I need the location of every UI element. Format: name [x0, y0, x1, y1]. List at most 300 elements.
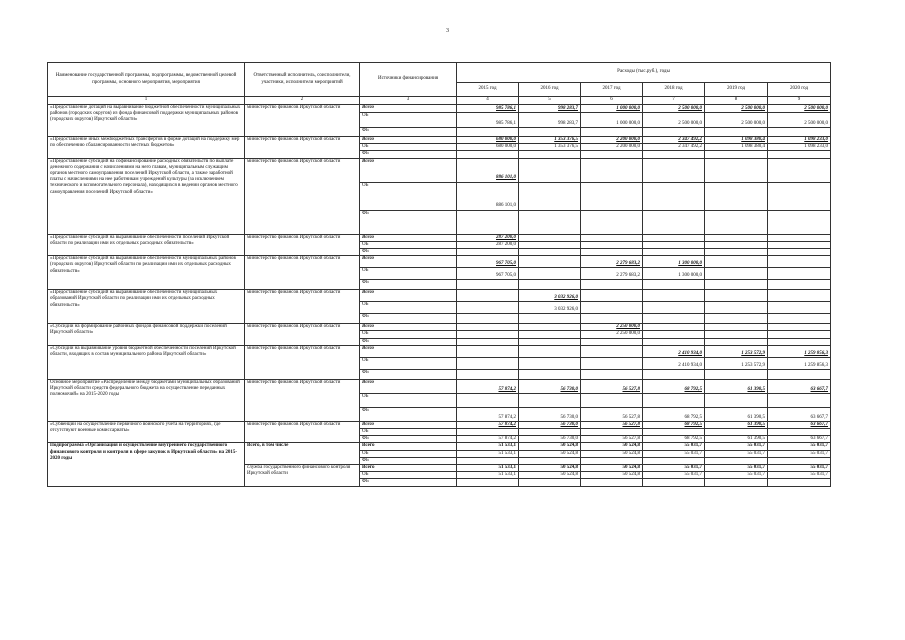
- value-cell: 1 353 376,5: [519, 144, 581, 151]
- source-cell: ФБ: [360, 280, 457, 290]
- value-cell: [768, 302, 831, 314]
- value-cell: [643, 151, 705, 158]
- program-name-cell: «Субвенции на осуществление первичного воинского учета на территориях, где отсутствуют военные комиссариаты»: [48, 421, 245, 443]
- value-cell: [581, 210, 643, 234]
- source-cell: ОБ: [360, 182, 457, 210]
- source-cell: Всего: [360, 158, 457, 182]
- value-cell: 56 527,8: [581, 436, 643, 443]
- value-cell: [705, 210, 768, 234]
- source-cell: Всего: [360, 324, 457, 331]
- value-cell: [643, 314, 705, 324]
- executor-cell: министерство финансов Иркутской области: [245, 345, 360, 379]
- value-cell: [457, 393, 519, 407]
- value-cell: 967 705,0: [457, 268, 519, 280]
- value-cell: [519, 457, 581, 464]
- value-cell: [643, 369, 705, 379]
- value-cell: 50 524,8: [581, 472, 643, 479]
- value-cell: [643, 158, 705, 182]
- source-cell: ФБ: [360, 436, 457, 443]
- value-cell: 2 279 683,2: [581, 256, 643, 268]
- source-cell: ОБ: [360, 268, 457, 280]
- value-cell: 2 500 000,0: [705, 113, 768, 128]
- value-cell: [705, 479, 768, 486]
- value-cell: [643, 249, 705, 256]
- value-cell: [643, 429, 705, 436]
- value-cell: [519, 314, 581, 324]
- source-cell: ФБ: [360, 457, 457, 464]
- value-cell: 56 730,0: [519, 421, 581, 428]
- executor-cell: служба государственного финансового контроля Иркутской области: [245, 465, 360, 487]
- header-source: Источники финансирования: [360, 63, 457, 97]
- value-cell: [705, 429, 768, 436]
- value-cell: 57 874,2: [457, 421, 519, 428]
- value-cell: 2 500 000,0: [643, 105, 705, 113]
- program-name-cell: Основное мероприятие «Распределение между бюджетами муниципальных образований Иркутской области средств федерального бюджета на осуществление переданных полномочий» на 2015-2020 годы: [48, 379, 245, 421]
- value-cell: 998 283,7: [519, 113, 581, 128]
- value-cell: [643, 241, 705, 248]
- value-cell: [705, 290, 768, 302]
- value-cell: 55 031,7: [705, 472, 768, 479]
- value-cell: 985 786,1: [457, 113, 519, 128]
- value-cell: 57 874,2: [457, 407, 519, 421]
- value-cell: [768, 324, 831, 331]
- value-cell: [457, 314, 519, 324]
- source-cell: ОБ: [360, 241, 457, 248]
- source-cell: Всего: [360, 137, 457, 144]
- value-cell: [519, 256, 581, 268]
- value-cell: [768, 151, 831, 158]
- value-cell: [581, 457, 643, 464]
- value-cell: 55 031,7: [643, 450, 705, 457]
- value-cell: 2 279 683,2: [581, 268, 643, 280]
- value-cell: [705, 280, 768, 290]
- value-cell: [519, 393, 581, 407]
- program-name-cell: «Субсидии на формирование районных фондов финансовой поддержки поселений Иркутской области»: [48, 324, 245, 346]
- column-number: 4: [457, 97, 519, 105]
- program-name-cell: «Субсидии на выравнивание уровня бюджетной обеспеченности поселений Иркутской области, входящих в состав муниципального района Иркутской области»: [48, 345, 245, 379]
- value-cell: [768, 290, 831, 302]
- source-cell: Всего: [360, 345, 457, 357]
- value-cell: [768, 128, 831, 137]
- value-cell: [768, 369, 831, 379]
- executor-cell: министерство финансов Иркутской области: [245, 379, 360, 421]
- executor-cell: министерство финансов Иркутской области: [245, 290, 360, 324]
- value-cell: [581, 302, 643, 314]
- header-year: 2020 год: [768, 83, 831, 97]
- value-cell: [768, 210, 831, 234]
- program-name-cell: «Предоставление субсидий на выравнивание обеспеченности муниципальных образований Иркутской области по реализации ими их отдельных расходных обязательств»: [48, 290, 245, 324]
- value-cell: 1 259 856,3: [768, 345, 831, 357]
- value-cell: [581, 290, 643, 302]
- value-cell: 998 283,7: [519, 105, 581, 113]
- source-cell: Всего: [360, 256, 457, 268]
- value-cell: [643, 280, 705, 290]
- value-cell: 57 874,2: [457, 436, 519, 443]
- value-cell: 1 259 856,3: [768, 357, 831, 369]
- table-row: [48, 443, 831, 450]
- value-cell: [581, 479, 643, 486]
- column-number: 2: [245, 97, 360, 105]
- source-cell: Всего: [360, 443, 457, 450]
- value-cell: [457, 479, 519, 486]
- value-cell: 55 031,7: [643, 465, 705, 472]
- source-cell: ФБ: [360, 369, 457, 379]
- value-cell: [643, 331, 705, 338]
- value-cell: [768, 241, 831, 248]
- value-cell: [768, 479, 831, 486]
- value-cell: 50 524,8: [519, 450, 581, 457]
- value-cell: [519, 479, 581, 486]
- value-cell: [457, 324, 519, 331]
- value-cell: [705, 249, 768, 256]
- value-cell: 68 792,5: [643, 379, 705, 393]
- value-cell: 57 874,2: [457, 379, 519, 393]
- value-cell: [643, 324, 705, 331]
- value-cell: 50 524,8: [519, 472, 581, 479]
- table-body: [48, 105, 831, 487]
- value-cell: [768, 234, 831, 241]
- table-row: [48, 345, 831, 357]
- executor-cell: министерство финансов Иркутской области: [245, 137, 360, 159]
- value-cell: [705, 158, 768, 182]
- value-cell: 63 667,7: [768, 379, 831, 393]
- program-name-cell: Подпрограмма «Организация и осуществление внутреннего государственного финансового контроля и контроля в сфере закупок в Иркутской области» на 2015-2020 годы: [48, 443, 245, 486]
- value-cell: [643, 234, 705, 241]
- value-cell: 3 032 926,0: [519, 290, 581, 302]
- value-cell: [643, 182, 705, 210]
- header-costs: Расходы (тыс.руб.), годы: [457, 63, 831, 83]
- value-cell: [519, 128, 581, 137]
- value-cell: [705, 393, 768, 407]
- value-cell: [705, 324, 768, 331]
- value-cell: 1 098 380,4: [705, 144, 768, 151]
- value-cell: [643, 290, 705, 302]
- value-cell: 50 524,8: [581, 443, 643, 450]
- value-cell: [457, 128, 519, 137]
- value-cell: [643, 393, 705, 407]
- value-cell: 61 390,5: [705, 436, 768, 443]
- value-cell: 56 527,8: [581, 407, 643, 421]
- value-cell: [457, 457, 519, 464]
- source-cell: Всего: [360, 234, 457, 241]
- source-cell: ОБ: [360, 113, 457, 128]
- value-cell: 56 730,0: [519, 407, 581, 421]
- column-number: 7: [643, 97, 705, 105]
- value-cell: [581, 158, 643, 182]
- value-cell: [457, 369, 519, 379]
- source-cell: ОБ: [360, 357, 457, 369]
- header-year: 2018 год: [643, 83, 705, 97]
- value-cell: [768, 457, 831, 464]
- value-cell: [519, 357, 581, 369]
- header-year: 2019 год: [705, 83, 768, 97]
- value-cell: [581, 249, 643, 256]
- value-cell: [768, 331, 831, 338]
- value-cell: 1 098 233,0: [768, 144, 831, 151]
- value-cell: [581, 429, 643, 436]
- value-cell: [643, 210, 705, 234]
- value-cell: [519, 324, 581, 331]
- value-cell: [643, 479, 705, 486]
- value-cell: 50 524,8: [519, 465, 581, 472]
- value-cell: [519, 429, 581, 436]
- source-cell: Всего: [360, 105, 457, 113]
- value-cell: 68 792,5: [643, 436, 705, 443]
- value-cell: [768, 158, 831, 182]
- value-cell: [581, 234, 643, 241]
- source-cell: ОБ: [360, 302, 457, 314]
- header-year: 2016 год: [519, 83, 581, 97]
- value-cell: [643, 338, 705, 345]
- table-row: [48, 290, 831, 302]
- value-cell: [581, 357, 643, 369]
- executor-cell: Всего, в том числе: [245, 443, 360, 465]
- value-cell: [643, 302, 705, 314]
- value-cell: 886 101,0: [457, 182, 519, 210]
- value-cell: 2 347 492,2: [643, 144, 705, 151]
- value-cell: 56 730,0: [519, 379, 581, 393]
- value-cell: [705, 128, 768, 137]
- value-cell: [519, 280, 581, 290]
- executor-cell: министерство финансов Иркутской области: [245, 421, 360, 443]
- executor-cell: министерство финансов Иркутской области: [245, 234, 360, 256]
- source-cell: ОБ: [360, 450, 457, 457]
- value-cell: 2 347 492,2: [643, 137, 705, 144]
- executor-cell: министерство финансов Иркутской области: [245, 256, 360, 290]
- value-cell: [768, 338, 831, 345]
- value-cell: 50 524,8: [581, 465, 643, 472]
- value-cell: 55 031,7: [705, 450, 768, 457]
- value-cell: [581, 280, 643, 290]
- header-executor: Ответственный исполнитель, соисполнители, участники, исполнители мероприятий: [245, 63, 360, 97]
- value-cell: [519, 338, 581, 345]
- value-cell: 2 200 000,0: [581, 144, 643, 151]
- value-cell: [705, 331, 768, 338]
- value-cell: [581, 345, 643, 357]
- source-cell: Всего: [360, 379, 457, 393]
- value-cell: 55 031,7: [768, 450, 831, 457]
- value-cell: [705, 302, 768, 314]
- value-cell: [519, 210, 581, 234]
- source-cell: ФБ: [360, 407, 457, 421]
- value-cell: 61 390,5: [705, 407, 768, 421]
- value-cell: 63 667,7: [768, 407, 831, 421]
- source-cell: Всего: [360, 290, 457, 302]
- value-cell: 56 527,8: [581, 421, 643, 428]
- value-cell: 56 730,0: [519, 436, 581, 443]
- value-cell: [643, 128, 705, 137]
- value-cell: [519, 158, 581, 182]
- value-cell: 967 705,0: [457, 256, 519, 268]
- value-cell: [705, 256, 768, 268]
- value-cell: [457, 210, 519, 234]
- value-cell: 51 533,1: [457, 450, 519, 457]
- value-cell: [457, 151, 519, 158]
- source-cell: ФБ: [360, 210, 457, 234]
- source-cell: ФБ: [360, 249, 457, 256]
- value-cell: [768, 314, 831, 324]
- table-row: [48, 421, 831, 428]
- source-cell: ОБ: [360, 144, 457, 151]
- value-cell: [457, 338, 519, 345]
- executor-cell: министерство финансов Иркутской области: [245, 324, 360, 346]
- value-cell: 51 533,1: [457, 443, 519, 450]
- value-cell: [581, 338, 643, 345]
- value-cell: [519, 234, 581, 241]
- value-cell: [581, 241, 643, 248]
- value-cell: [643, 457, 705, 464]
- value-cell: [519, 331, 581, 338]
- value-cell: 2 500 000,0: [643, 113, 705, 128]
- program-name-cell: «Предоставление субсидий на софинансирование расходных обязательств по выплате денежного содержания с начислениями на него главам, муниципальным служащим органов местного самоуправления поселений Иркутской области, а также заработной платы с начислениями на нее работникам учреждений культуры (за исключением технического и вспомогательного персонала), находящихся в ведении органов местного самоуправления поселений Иркутской области»: [48, 158, 245, 234]
- executor-cell: министерство финансов Иркутской области: [245, 105, 360, 137]
- value-cell: 1 353 376,5: [519, 137, 581, 144]
- table-row: [48, 158, 831, 182]
- value-cell: [519, 241, 581, 248]
- value-cell: 63 667,7: [768, 421, 831, 428]
- value-cell: [768, 256, 831, 268]
- value-cell: 2 410 934,0: [643, 345, 705, 357]
- value-cell: [581, 151, 643, 158]
- table-row: [48, 105, 831, 113]
- source-cell: ОБ: [360, 429, 457, 436]
- column-number: 6: [581, 97, 643, 105]
- value-cell: [768, 429, 831, 436]
- value-cell: 3 032 926,0: [519, 302, 581, 314]
- value-cell: 2 250 000,0: [581, 331, 643, 338]
- value-cell: [768, 249, 831, 256]
- column-numbers-row: [48, 97, 831, 105]
- value-cell: 680 000,0: [457, 144, 519, 151]
- value-cell: 55 031,7: [705, 443, 768, 450]
- value-cell: 55 031,7: [768, 465, 831, 472]
- value-cell: 55 031,7: [705, 465, 768, 472]
- header-program: Наименование государственной программы, подпрограммы, ведомственной целевой программы, основного мероприятия, мероприятия: [48, 63, 245, 97]
- value-cell: 1 098 233,0: [768, 137, 831, 144]
- value-cell: 1 000 000,0: [581, 113, 643, 128]
- value-cell: 1 253 572,9: [705, 345, 768, 357]
- value-cell: 50 524,8: [519, 443, 581, 450]
- value-cell: 2 200 000,0: [581, 137, 643, 144]
- value-cell: [519, 369, 581, 379]
- program-name-cell: «Предоставление дотаций на выравнивание бюджетной обеспеченности муниципальных районов (городских округов) из фонда финансовой поддержки муниципальных районов (городских округов) Иркутской области»: [48, 105, 245, 137]
- table-row: [48, 324, 831, 331]
- source-cell: ФБ: [360, 128, 457, 137]
- source-cell: ФБ: [360, 338, 457, 345]
- value-cell: [457, 290, 519, 302]
- value-cell: 2 500 000,0: [705, 105, 768, 113]
- value-cell: [581, 182, 643, 210]
- column-number: 9: [768, 97, 831, 105]
- value-cell: [581, 393, 643, 407]
- executor-cell: министерство финансов Иркутской области: [245, 158, 360, 234]
- value-cell: [581, 314, 643, 324]
- value-cell: [705, 151, 768, 158]
- value-cell: 51 533,1: [457, 472, 519, 479]
- value-cell: 2 410 934,0: [643, 357, 705, 369]
- value-cell: 55 031,7: [643, 443, 705, 450]
- value-cell: 1 000 000,0: [581, 105, 643, 113]
- value-cell: [457, 345, 519, 357]
- table-row: [48, 234, 831, 241]
- value-cell: 2 500 000,0: [768, 113, 831, 128]
- value-cell: 985 786,1: [457, 105, 519, 113]
- table-row: [48, 379, 831, 393]
- budget-table: [47, 62, 831, 487]
- value-cell: 2 250 000,0: [581, 324, 643, 331]
- table-row: [48, 137, 831, 144]
- value-cell: [705, 268, 768, 280]
- column-number: 5: [519, 97, 581, 105]
- column-number: 3: [360, 97, 457, 105]
- value-cell: [768, 280, 831, 290]
- source-cell: ОБ: [360, 393, 457, 407]
- value-cell: [457, 249, 519, 256]
- value-cell: [457, 280, 519, 290]
- value-cell: 63 667,7: [768, 436, 831, 443]
- value-cell: 50 524,8: [581, 450, 643, 457]
- value-cell: [519, 249, 581, 256]
- value-cell: 68 792,5: [643, 407, 705, 421]
- value-cell: 55 031,7: [768, 472, 831, 479]
- value-cell: [457, 429, 519, 436]
- value-cell: 61 390,5: [705, 379, 768, 393]
- header-year: 2015 год: [457, 83, 519, 97]
- page-number: 3: [446, 28, 449, 34]
- value-cell: 287 200,0: [457, 234, 519, 241]
- value-cell: 61 390,5: [705, 421, 768, 428]
- value-cell: [581, 128, 643, 137]
- value-cell: [457, 331, 519, 338]
- value-cell: [768, 393, 831, 407]
- source-cell: ФБ: [360, 479, 457, 486]
- value-cell: 1 300 000,0: [643, 268, 705, 280]
- source-cell: ФБ: [360, 314, 457, 324]
- source-cell: ОБ: [360, 472, 457, 479]
- value-cell: 56 527,8: [581, 379, 643, 393]
- value-cell: [705, 182, 768, 210]
- value-cell: 680 000,0: [457, 137, 519, 144]
- value-cell: [581, 369, 643, 379]
- value-cell: [519, 182, 581, 210]
- value-cell: [768, 182, 831, 210]
- value-cell: [457, 357, 519, 369]
- value-cell: 51 533,1: [457, 465, 519, 472]
- column-number: 8: [705, 97, 768, 105]
- value-cell: [519, 151, 581, 158]
- value-cell: 1 253 572,9: [705, 357, 768, 369]
- value-cell: [519, 268, 581, 280]
- program-name-cell: «Предоставление иных межбюджетных трансфертов в форме дотаций на поддержку мер по обеспечению сбалансированности местных бюджетов»: [48, 137, 245, 159]
- value-cell: [705, 369, 768, 379]
- value-cell: 68 792,5: [643, 421, 705, 428]
- value-cell: 886 101,0: [457, 158, 519, 182]
- value-cell: 2 500 000,0: [768, 105, 831, 113]
- source-cell: ОБ: [360, 331, 457, 338]
- header-year: 2017 год: [581, 83, 643, 97]
- value-cell: [705, 457, 768, 464]
- value-cell: [705, 314, 768, 324]
- value-cell: [705, 234, 768, 241]
- value-cell: [457, 302, 519, 314]
- column-number: 1: [48, 97, 245, 105]
- value-cell: [705, 241, 768, 248]
- program-name-cell: «Предоставление субсидий на выравнивание обеспеченности муниципальных районов (городских округов) Иркутской области по реализации ими их отдельных расходных обязательств»: [48, 256, 245, 290]
- source-cell: ФБ: [360, 151, 457, 158]
- value-cell: [768, 268, 831, 280]
- value-cell: 287 200,0: [457, 241, 519, 248]
- source-cell: Всего: [360, 421, 457, 428]
